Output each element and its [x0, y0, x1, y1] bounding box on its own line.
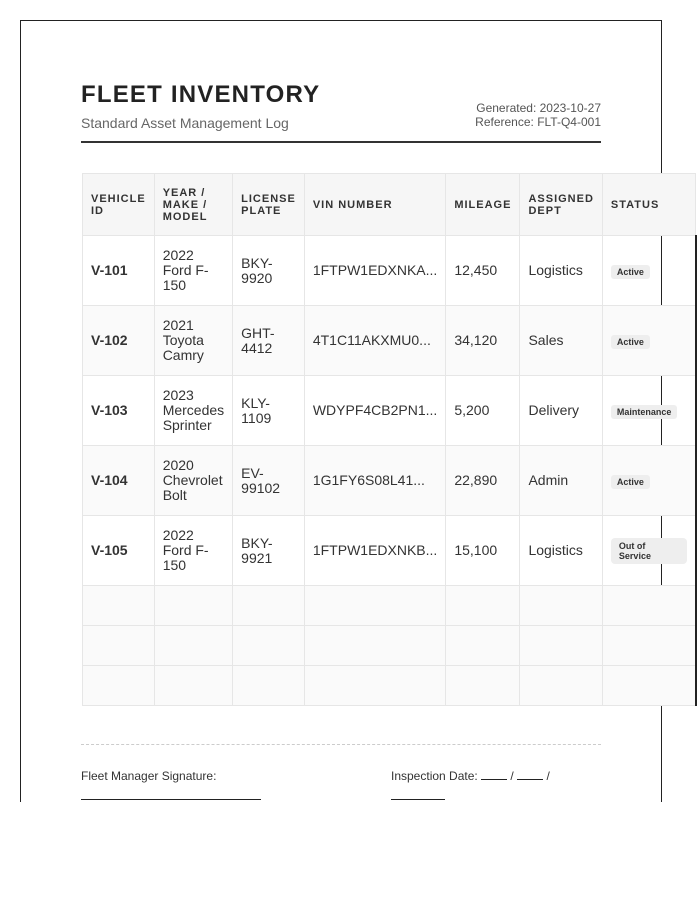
status-cell — [602, 376, 696, 446]
vin-cell: 1G1FY6S08L41... — [304, 446, 445, 516]
year-make-model-cell: 2023 Mercedes Sprinter — [154, 376, 232, 446]
mileage-cell: 12,450 — [446, 236, 520, 306]
assigned-dept-cell: Sales — [520, 306, 602, 376]
license-plate-cell: BKY-9921 — [233, 516, 305, 586]
status-cell — [602, 446, 696, 516]
column-header-vehicle-id: VEHICLE ID — [83, 174, 155, 236]
empty-row — [83, 586, 696, 626]
vehicle-id-cell: V-104 — [83, 446, 155, 516]
footer-divider — [81, 744, 601, 745]
vehicle-id-cell: V-102 — [83, 306, 155, 376]
fleet-inventory-table — [82, 173, 697, 706]
document-meta — [475, 101, 601, 129]
generated-date: Generated: 2023-10-27 — [476, 101, 601, 115]
table-row — [83, 236, 696, 306]
signature-label: Fleet Manager Signature: — [81, 769, 217, 783]
mileage-cell: 34,120 — [446, 306, 520, 376]
vehicle-id-cell: V-103 — [83, 376, 155, 446]
license-plate-cell: GHT-4412 — [233, 306, 305, 376]
date-separator: / — [510, 769, 514, 783]
inspection-month-line[interactable] — [481, 768, 507, 780]
assigned-dept-cell: Delivery — [520, 376, 602, 446]
document-page — [20, 20, 672, 802]
inspection-date-label: Inspection Date: — [391, 769, 478, 783]
assigned-dept-cell: Logistics — [520, 516, 602, 586]
column-header-vin-number: VIN NUMBER — [304, 174, 445, 236]
document-header — [81, 81, 601, 143]
empty-row — [83, 626, 696, 666]
page-subtitle: Standard Asset Management Log — [81, 115, 289, 131]
license-plate-cell: BKY-9920 — [233, 236, 305, 306]
vin-cell: WDYPF4CB2PN1... — [304, 376, 445, 446]
table-row — [83, 376, 696, 446]
page-title: FLEET INVENTORY — [81, 81, 321, 108]
vin-cell: 4T1C11AKXMU0... — [304, 306, 445, 376]
mileage-cell: 15,100 — [446, 516, 520, 586]
column-header-year-make-model: YEAR / MAKE / MODEL — [154, 174, 232, 236]
year-make-model-cell: 2022 Ford F-150 — [154, 236, 232, 306]
mileage-cell: 5,200 — [446, 376, 520, 446]
column-header-mileage: MILEAGE — [446, 174, 520, 236]
inspection-year-line[interactable] — [391, 788, 445, 800]
year-make-model-cell: 2021 Toyota Camry — [154, 306, 232, 376]
inspection-day-line[interactable] — [517, 768, 543, 780]
vehicle-id-cell: V-105 — [83, 516, 155, 586]
signature-block — [81, 766, 261, 806]
vin-cell: 1FTPW1EDXNKB... — [304, 516, 445, 586]
reference-number: Reference: FLT-Q4-001 — [475, 115, 601, 129]
table-row — [83, 516, 696, 586]
year-make-model-cell: 2022 Ford F-150 — [154, 516, 232, 586]
status-badge: Maintenance — [611, 405, 678, 419]
assigned-dept-cell: Admin — [520, 446, 602, 516]
license-plate-cell: EV-99102 — [233, 446, 305, 516]
table-row — [83, 306, 696, 376]
empty-row — [83, 666, 696, 706]
vin-cell: 1FTPW1EDXNKA... — [304, 236, 445, 306]
status-cell — [602, 516, 696, 586]
table-row — [83, 446, 696, 516]
assigned-dept-cell: Logistics — [520, 236, 602, 306]
status-badge: Active — [611, 335, 650, 349]
signature-line[interactable] — [81, 788, 261, 800]
status-badge: Active — [611, 475, 650, 489]
status-badge: Out of Service — [611, 538, 687, 564]
status-cell — [602, 306, 696, 376]
vehicle-id-cell: V-101 — [83, 236, 155, 306]
table-header-row — [83, 174, 696, 236]
column-header-assigned-dept: ASSIGNED DEPT — [520, 174, 602, 236]
column-header-license-plate: LICENSE PLATE — [233, 174, 305, 236]
year-make-model-cell: 2020 Chevrolet Bolt — [154, 446, 232, 516]
mileage-cell: 22,890 — [446, 446, 520, 516]
inspection-date-block — [391, 766, 550, 806]
column-header-status: STATUS — [602, 174, 696, 236]
license-plate-cell: KLY-1109 — [233, 376, 305, 446]
status-badge: Active — [611, 265, 650, 279]
status-cell — [602, 236, 696, 306]
date-separator: / — [546, 769, 550, 783]
